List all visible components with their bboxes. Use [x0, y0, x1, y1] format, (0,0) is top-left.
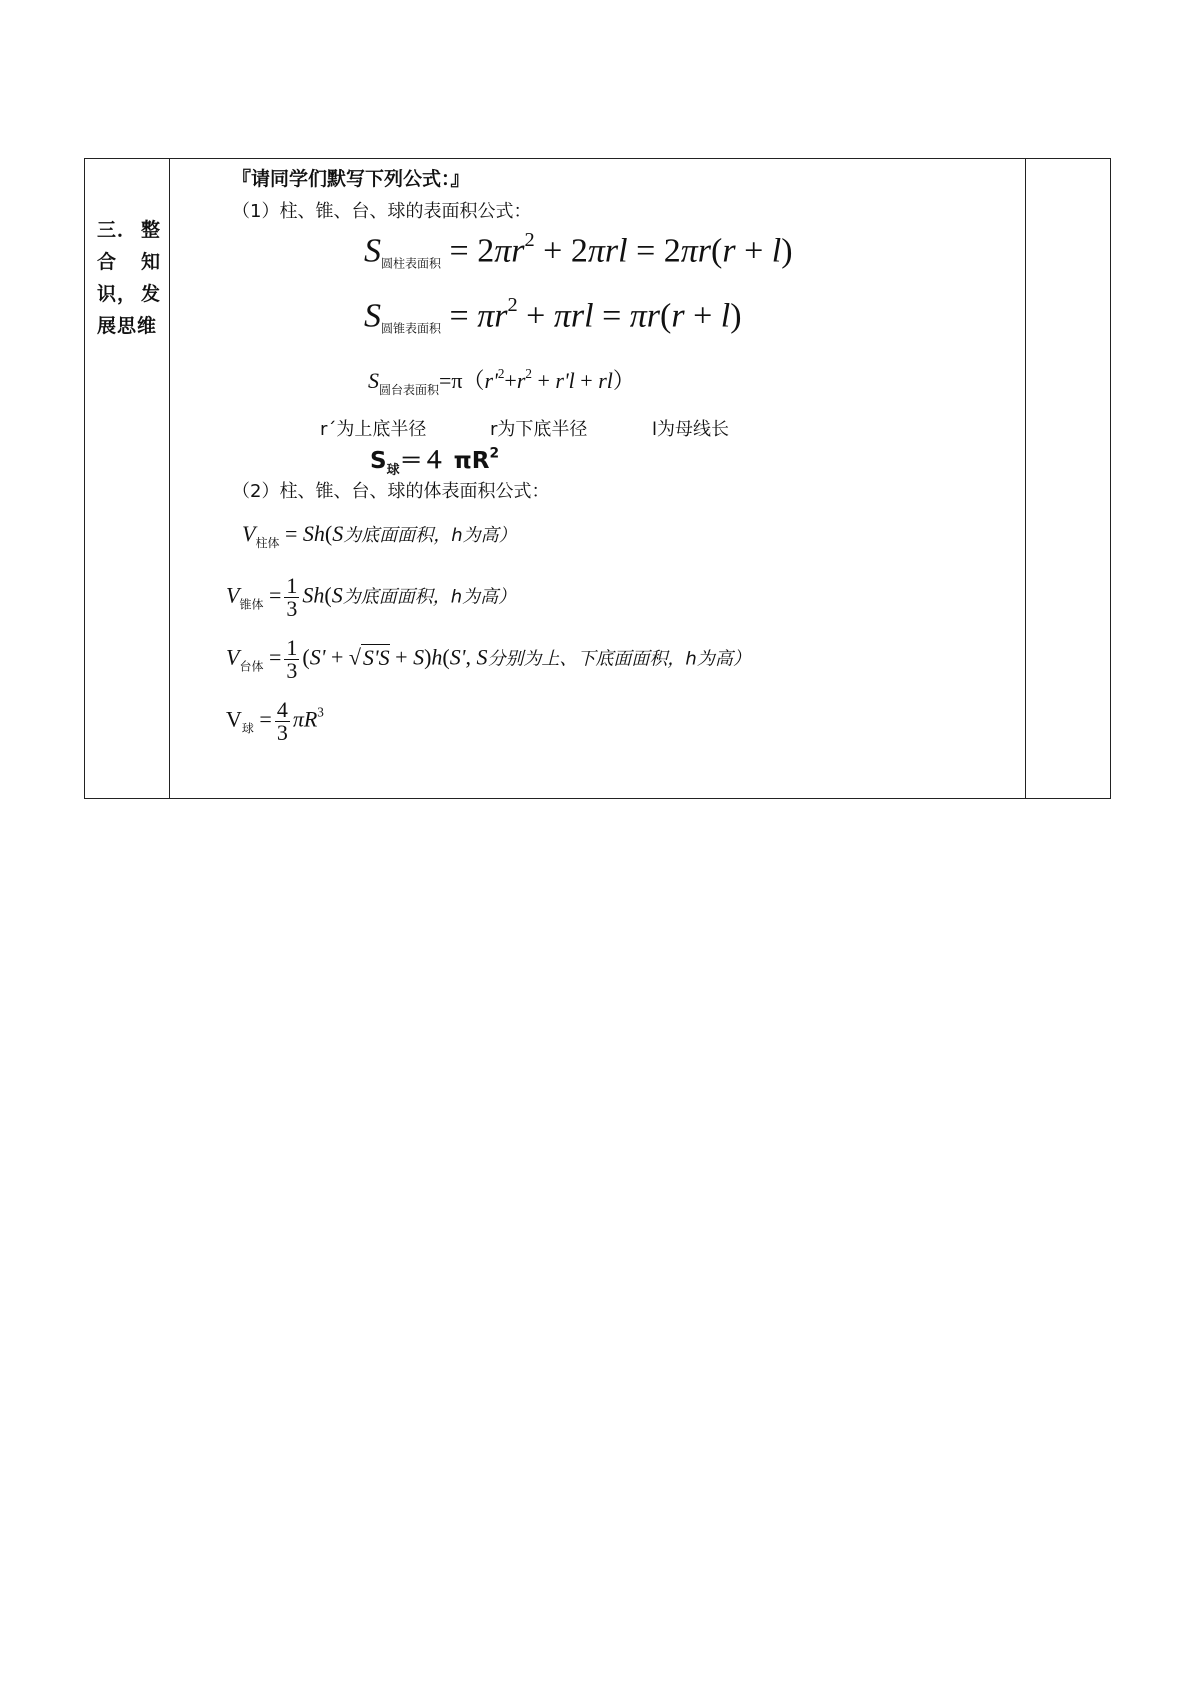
sphere-surface-rhs: ＝４ πR	[399, 448, 490, 474]
frustum-volume-formula: $V_{台体}$ = $\frac{1}{3}$ (S' + √S'S + S)h(S', S分别为上、下底面面积，h为高）	[226, 635, 751, 683]
prism-volume-note: 为底面面积，h为高）	[343, 525, 517, 546]
section2-heading: （2）柱、锥、台、球的体表面积公式：	[232, 481, 550, 502]
cylinder-label: 圆柱表面积	[381, 256, 442, 271]
sphere-surface-lhs: S	[370, 448, 387, 474]
content-area	[170, 159, 1025, 798]
pyramid-volume-label: 锥体	[239, 597, 264, 612]
step-title-line	[97, 310, 161, 342]
step-title-text: 识，	[97, 283, 138, 305]
cone-surface-formula: $S_{圆锥表面积} = \pi r^2 + \pi rl = \pi r(r + l)$	[364, 294, 742, 336]
note-lower-radius: r为下底半径	[490, 419, 588, 440]
step-title-text: 整	[140, 219, 161, 241]
content-cell	[170, 159, 1026, 799]
frustum-volume-note: 分别为上、下底面面积，h为高）	[487, 648, 751, 670]
cone-label: 圆锥表面积	[381, 321, 442, 336]
sphere-surface-exp: 2	[489, 445, 500, 462]
step-title-text: 合	[97, 251, 118, 273]
step-title-text: 展思维	[97, 315, 158, 337]
note-upper-radius: r´为上底半径	[320, 419, 427, 440]
step-title	[97, 214, 161, 342]
lesson-table	[84, 158, 1111, 799]
pyramid-volume-note: 为底面面积，h为高）	[342, 586, 517, 608]
step-title-line	[97, 246, 161, 278]
cylinder-surface-formula: $S_{圆柱表面积} = 2\pi r^2 + 2\pi rl = 2\pi r(r + l)$	[364, 229, 793, 271]
step-title-cell	[85, 159, 170, 799]
section1-heading: （1）柱、锥、台、球的表面积公式：	[232, 201, 532, 222]
prism-volume-formula: $V_{柱体} = Sh(S$为底面面积，h为高）	[242, 521, 517, 550]
sphere-volume-label: 球	[241, 721, 254, 736]
sphere-surface-formula	[370, 442, 499, 478]
table-row	[85, 159, 1111, 799]
notes-cell	[1026, 159, 1111, 799]
step-title-text: 发	[140, 283, 161, 305]
note-slant-height: l为母线长	[652, 419, 730, 440]
frustum-surface-formula: $S_{圆台表面积}=\pi(r'^2+r^2 + r'l + rl)$	[368, 366, 635, 397]
step-title-line	[97, 278, 161, 310]
step-title-line	[97, 214, 161, 246]
step-title-text: 知	[140, 251, 161, 273]
prompt-heading: 『请同学们默写下列公式：』	[232, 168, 470, 190]
pyramid-volume-formula: $V_{锥体}$ = $\frac{1}{3}$ Sh(S为底面面积，h为高）	[226, 573, 517, 621]
frustum-volume-label: 台体	[239, 659, 264, 674]
step-title-text: 三．	[97, 219, 138, 241]
sphere-surface-sub: 球	[386, 463, 400, 478]
frustum-label: 圆台表面积	[379, 383, 440, 397]
sphere-volume-formula: $V_球$ = $\frac{4}{3}$ $\pi R^3$	[226, 697, 324, 745]
prism-volume-label: 柱体	[255, 536, 280, 550]
